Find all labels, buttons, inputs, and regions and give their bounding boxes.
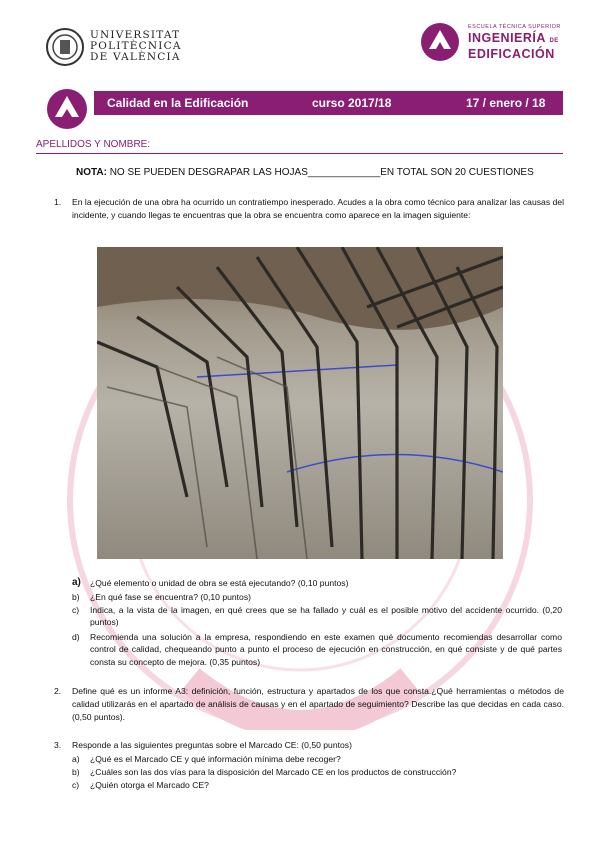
question-3-item-a: a) ¿Qué es el Marcado CE y qué información mínima debe recoger? [72,754,341,764]
question-1-item-b: b) ¿En qué fase se encuentra? (0,10 puntos) [72,592,251,602]
question-text: Responde a las siguientes preguntas sobre el Marcado CE: (0,50 puntos) [72,740,352,750]
school-subtitle: ESCUELA TÉCNICA SUPERIOR [468,24,561,30]
subject-title: Calidad en la Edificación [107,96,249,110]
school-logo [420,22,460,62]
question-1-item-a: a) ¿Qué elemento o unidad de obra se está ejecutando? (0,10 puntos) [72,577,349,588]
university-name: UNIVERSITAT POLITÈCNICA DE VALÈNCIA [90,29,182,63]
question-text: En la ejecución de una obra ha ocurrido un contratiempo inesperado. Acudes a la obra como técnico para analizar las causas del incidente, y cuando llegas te encuentras que la obra se encuentra como aparece en la imagen siguiente: [72,197,564,220]
question-3-item-b: b) ¿Cuáles son las dos vías para la disposición del Marcado CE en los productos de construcción? [72,767,457,777]
band-logo [46,88,88,130]
divider [36,153,563,154]
upv-seal-logo [46,28,84,66]
question-3: 3. Responde a las siguientes preguntas sobre el Marcado CE: (0,50 puntos) [54,739,564,752]
exam-note: NOTA: NO SE PUEDEN DESGRAPAR LAS HOJAS_____________EN TOTAL SON 20 CUESTIONES [76,167,534,178]
exam-date: 17 / enero / 18 [466,96,546,110]
construction-site-photo [97,247,503,559]
school-name: INGENIERÍA DE EDIFICACIÓN [468,31,559,61]
question-3-item-c: c) ¿Quién otorga el Marcado CE? [72,780,209,790]
question-text: Define qué es un informe A3: definición, función, estructura y apartados de los que consta.¿Qué herramientas o métodos de calidad utilizarás en el apartado de análisis de causas y en el apartado de seguimiento? Describe las que decidas en cada caso. (0,50 puntos). [72,686,564,722]
name-field-label: APELLIDOS Y NOMBRE: [36,139,151,150]
question-2: 2. Define qué es un informe A3: definición, función, estructura y apartados de los que consta.¿Qué herramientas o métodos de calidad utilizarás en el apartado de análisis de causas y en el apartado de seguimiento? Describe las que decidas en cada caso. (0,50 puntos). [54,686,564,722]
course-year: curso 2017/18 [312,96,392,110]
question-1-item-d: d) Recomienda una solución a la empresa, respondiendo en este examen qué documento recomiendas desarrollar como control de calidad, chequeando punto a punto el proceso de ejecución en construcción, en qué consiste y de qué partes consta su concepto de mejora. (0,35 puntos) [72,632,562,667]
question-1: 1. En la ejecución de una obra ha ocurrido un contratiempo inesperado. Acudes a la obra como técnico para analizar las causas del incidente, y cuando llegas te encuentras que la obra se encuentra como aparece en la imagen siguiente: [54,197,564,220]
course-banner [94,91,563,115]
question-1-item-c: c) Indica, a la vista de la imagen, en qué crees que se ha fallado y cuál es el posible motivo del accidente ocurrido. (0,20 puntos) [72,605,562,628]
